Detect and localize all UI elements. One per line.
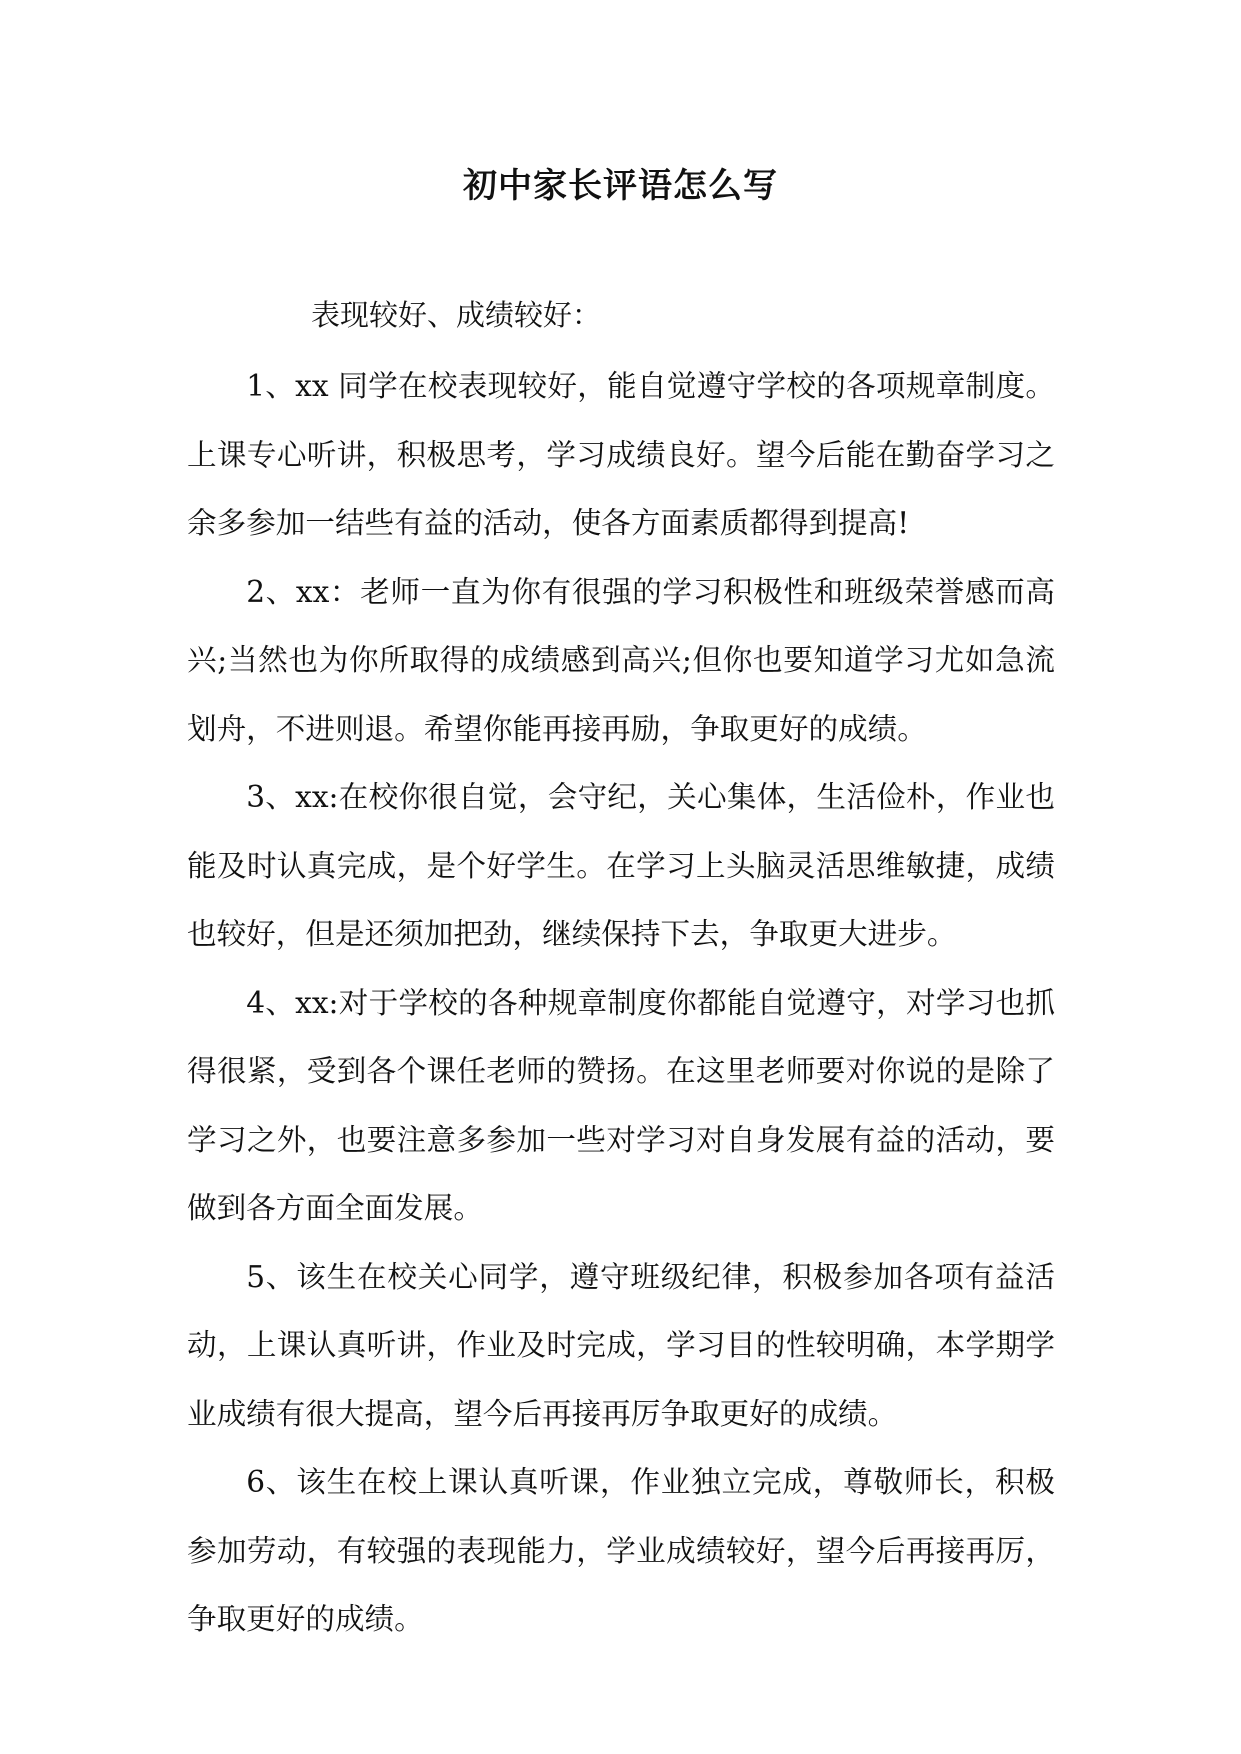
comment-paragraph-5: 5、该生在校关心同学，遵守班级纪律，积极参加各项有益活动，上课认真听讲，作业及时完成，学习目的性较明确，本学期学业成绩有很大提高，望今后再接再厉争取更好的成绩。 (187, 1259, 1055, 1431)
section-heading: 表现较好、成绩较好： (311, 298, 602, 332)
document-title: 初中家长评语怎么写 (463, 166, 778, 206)
comment-paragraph-3: 3、xx:在校你很自觉，会守纪，关心集体，生活俭朴，作业也能及时认真完成，是个好学生。在学习上头脑灵活思维敏捷，成绩也较好，但是还须加把劲，继续保持下去，争取更大进步。 (187, 780, 1055, 951)
comment-paragraph-1: 1、xx 同学在校表现较好，能自觉遵守学校的各项规章制度。上课专心听讲，积极思考，学习成绩良好。望今后能在勤奋学习之余多参加一结些有益的活动，使各方面素质都得到提高! (187, 369, 1055, 540)
comment-paragraph-6: 6、该生在校上课认真听课，作业独立完成，尊敬师长，积极参加劳动，有较强的表现能力，学业成绩较好，望今后再接再厉，争取更好的成绩。 (187, 1465, 1055, 1636)
comment-paragraph-2: 2、xx：老师一直为你有很强的学习积极性和班级荣誉感而高兴;当然也为你所取得的成绩感到高兴;但你也要知道学习尤如急流划舟，不进则退。希望你能再接再励，争取更好的成绩。 (187, 574, 1055, 746)
comment-paragraph-4: 4、xx:对于学校的各种规章制度你都能自觉遵守，对学习也抓得很紧，受到各个课任老师的赞扬。在这里老师要对你说的是除了学习之外，也要注意多参加一些对学习对自身发展有益的活动，要做到各方面全面发展。 (187, 985, 1055, 1225)
document-body (187, 352, 1055, 1654)
